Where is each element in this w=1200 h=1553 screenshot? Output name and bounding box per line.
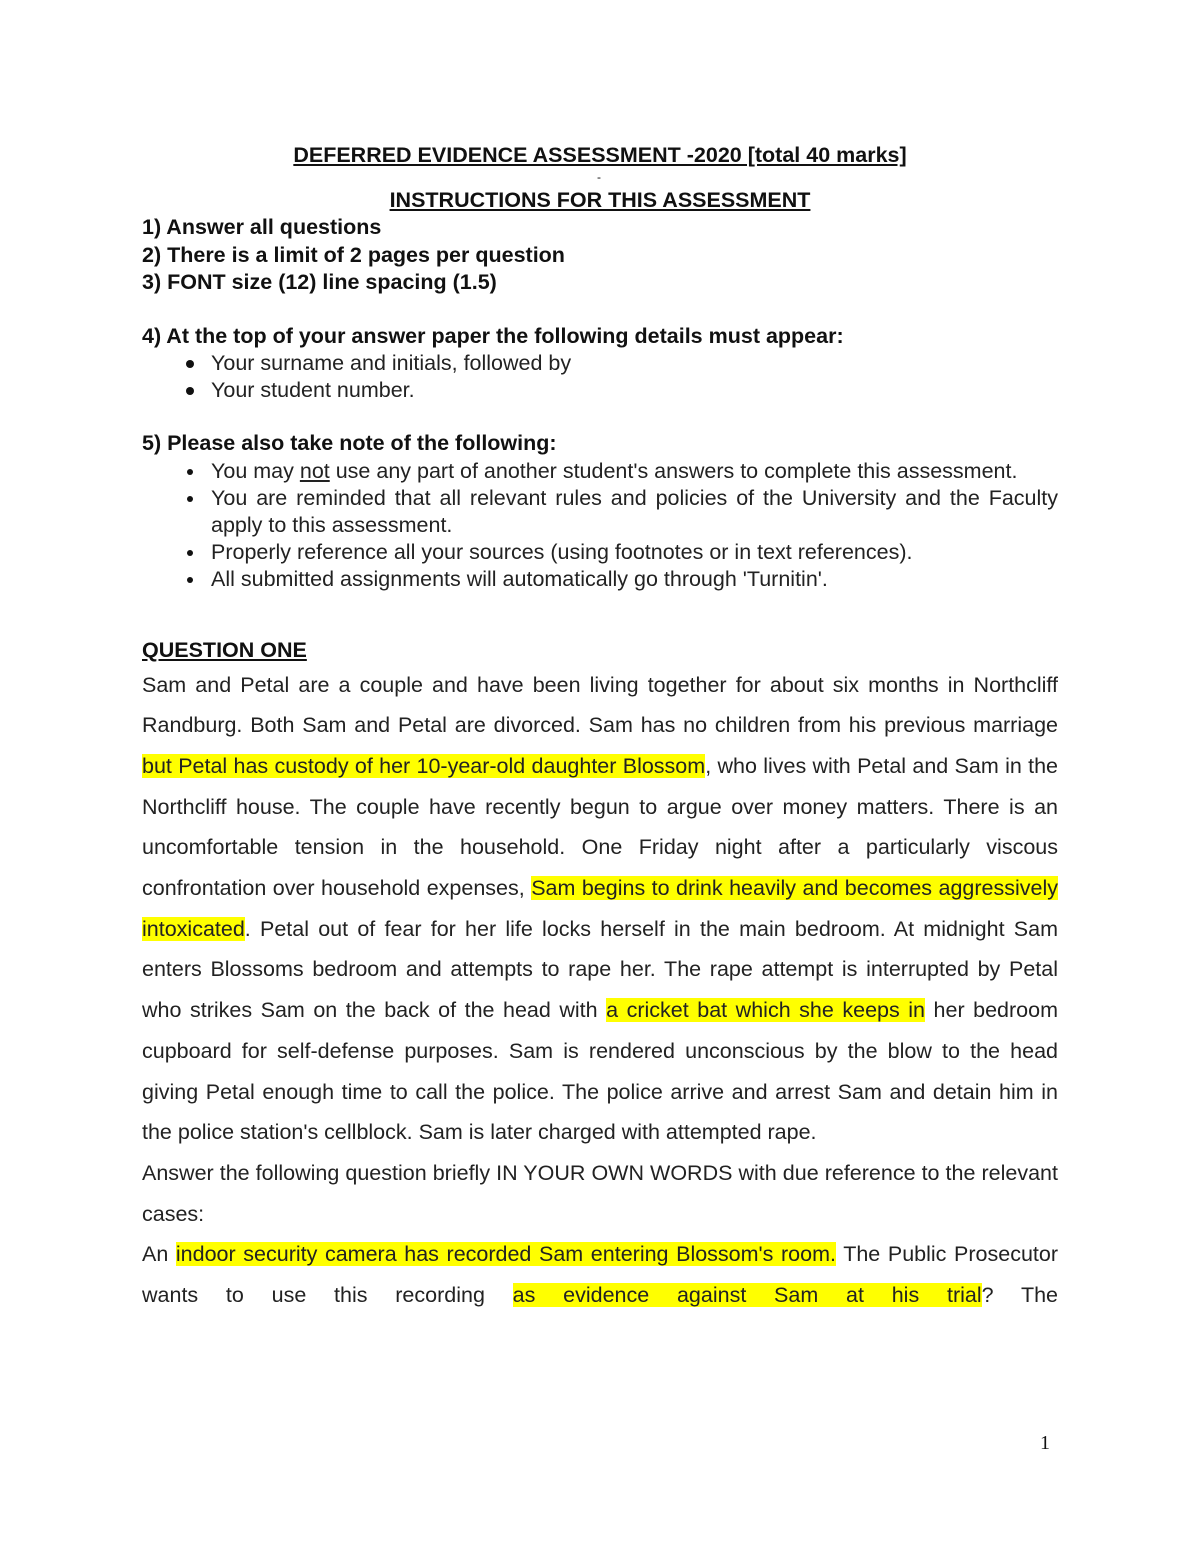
list-item-text: use any part of another student's answers to complete this assessment.: [329, 458, 1018, 483]
notes-heading: 5) Please also take note of the following:: [142, 431, 557, 455]
list-item-text: Your student number.: [211, 378, 415, 402]
document-title: DEFERRED EVIDENCE ASSESSMENT -2020 [total 40 marks]: [293, 143, 907, 167]
spacer: [142, 404, 1058, 430]
paragraph-text: . Petal out of fear for her life locks herself in the main bedroom. At midnight Sam enters Blossoms bedroom and attempts to rape her. The rape attempt is interrupted by Petal who strikes Sam on the back of the head with: [142, 916, 1058, 1023]
highlighted-text: as evidence against Sam at his trial: [512, 1283, 982, 1308]
list-item: [142, 377, 1058, 404]
paragraph-text: The Public Prosecutor wants to use this recording: [142, 1242, 1058, 1308]
bullet-icon: [186, 387, 194, 395]
paragraph-text: her bedroom cupboard for self-defense purposes. Sam is rendered unconscious by the blow to the head giving Petal enough time to call the police. The police arrive and arrest Sam and detain him in the police station's cellblock. Sam is later charged with attempted rape.: [142, 998, 1058, 1145]
scenario-paragraph: [142, 665, 1058, 1153]
paragraph-text: ? The: [981, 1283, 1059, 1308]
bullet-icon: [187, 550, 193, 556]
instruction-3: 3) FONT size (12) line spacing (1.5): [142, 270, 497, 294]
highlighted-text: indoor security camera has recorded Sam entering Blossom's room.: [175, 1242, 836, 1267]
list-item-text: You are reminded that all relevant rules and policies of the University and the Faculty apply to this assessment.: [211, 485, 1058, 537]
list-item: [142, 485, 1058, 539]
highlighted-text: but Petal has custody of her 10-year-old daughter Blossom: [142, 753, 706, 778]
bullet-icon: [187, 496, 193, 502]
bullet-icon: [187, 577, 193, 583]
highlighted-text: Sam begins to drink heavily and becomes aggressively intoxicated: [142, 876, 1058, 941]
bullet-icon: [187, 469, 193, 475]
question-instruction: Answer the following question briefly IN YOUR OWN WORDS with due reference to the relevant cases:: [142, 1160, 1058, 1226]
paragraph-text: , who lives with Petal and Sam in the Northcliff house. The couple have recently begun to argue over money matters. There is an uncomfortable tension in the household. One Friday night after a particularly viscous confrontation over household expenses,: [142, 753, 1059, 901]
instructions-heading: INSTRUCTIONS FOR THIS ASSESSMENT: [389, 188, 811, 212]
stray-mark: -: [597, 170, 601, 184]
paragraph-text: An: [142, 1242, 176, 1267]
spacer: [142, 297, 1058, 323]
document-page: [142, 140, 1058, 1316]
list-item: [142, 458, 1058, 485]
question-paragraph: [142, 1234, 1058, 1315]
list-item: [142, 350, 1058, 377]
paragraph-text: Sam and Petal are a couple and have been living together for about six months in Northcliff Randburg. Both Sam and Petal are divorced. Sam has no children from his previous marriage: [142, 672, 1058, 738]
emphasis-not: not: [299, 458, 330, 483]
details-list: [142, 350, 1058, 404]
list-item-text: You may: [211, 458, 300, 483]
list-item: [142, 566, 1058, 593]
list-item-text: Your surname and initials, followed by: [211, 351, 572, 375]
page-number: 1: [1040, 1432, 1050, 1454]
instruction-1: 1) Answer all questions: [142, 215, 382, 239]
list-item: [142, 539, 1058, 566]
list-item-text: Properly reference all your sources (using footnotes or in text references).: [211, 539, 913, 564]
details-heading: 4) At the top of your answer paper the following details must appear:: [142, 323, 844, 348]
question-heading: QUESTION ONE: [142, 637, 307, 662]
list-item-text: All submitted assignments will automatically go through 'Turnitin'.: [211, 566, 828, 591]
instruction-2: 2) There is a limit of 2 pages per question: [142, 242, 565, 267]
bullet-icon: [186, 360, 194, 368]
notes-list: [142, 458, 1058, 593]
highlighted-text: a cricket bat which she keeps in: [606, 998, 925, 1023]
